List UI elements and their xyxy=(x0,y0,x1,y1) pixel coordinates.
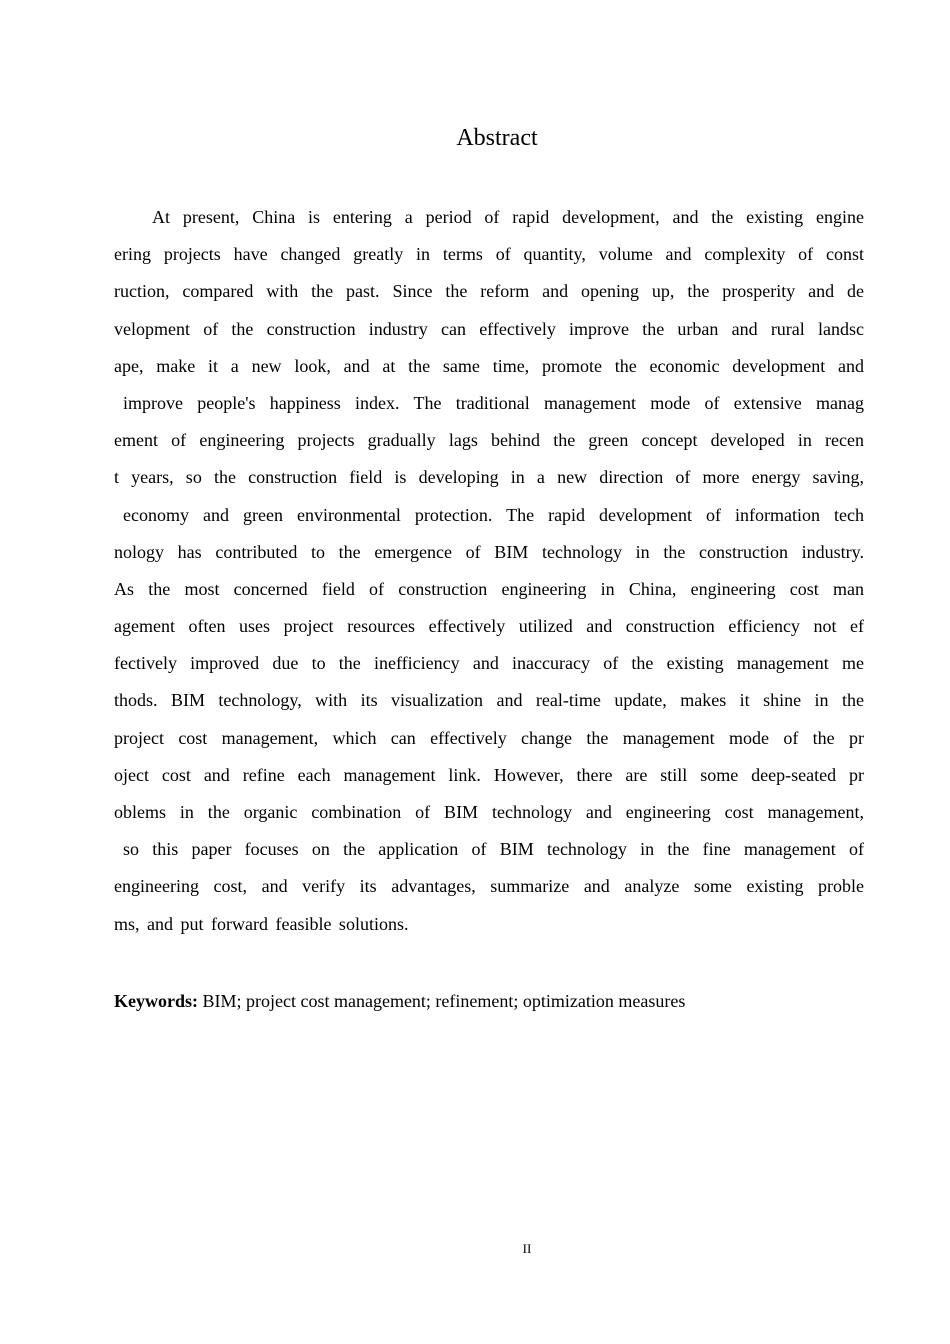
abstract-body xyxy=(114,199,864,943)
abstract-line: ruction, compared with the past. Since the reform and opening up, the prosperity and de xyxy=(114,281,864,302)
keywords-line xyxy=(114,988,685,1014)
page-number: II xyxy=(522,1241,532,1256)
abstract-line: thods. BIM technology, with its visualization and real-time update, makes it shine in the xyxy=(114,690,864,711)
abstract-line: agement often uses project resources effectively utilized and construction efficiency not ef xyxy=(114,616,864,637)
abstract-line: At present, China is entering a period of rapid development, and the existing engine xyxy=(152,207,864,227)
keywords-label: Keywords: xyxy=(114,991,198,1011)
abstract-line: so this paper focuses on the application of BIM technology in the fine management of xyxy=(123,839,864,860)
abstract-line: ms, and put forward feasible solutions. xyxy=(114,913,409,934)
abstract-line: ement of engineering projects gradually lags behind the green concept developed in recen xyxy=(114,430,864,451)
abstract-line: oject cost and refine each management link. However, there are still some deep-seated pr xyxy=(114,764,864,785)
abstract-line: velopment of the construction industry can effectively improve the urban and rural landsc xyxy=(114,318,864,339)
abstract-line: economy and green environmental protection. The rapid development of information tech xyxy=(123,504,864,525)
abstract-line: project cost management, which can effectively change the management mode of the pr xyxy=(114,727,864,748)
abstract-line: ape, make it a new look, and at the same time, promote the economic development and xyxy=(114,355,864,376)
abstract-line: oblems in the organic combination of BIM technology and engineering cost management, xyxy=(114,802,864,822)
abstract-line: engineering cost, and verify its advantages, summarize and analyze some existing proble xyxy=(114,876,864,897)
abstract-line: fectively improved due to the inefficiency and inaccuracy of the existing management me xyxy=(114,653,864,674)
page-title: Abstract xyxy=(456,125,538,151)
abstract-line: As the most concerned field of construction engineering in China, engineering cost man xyxy=(114,578,864,599)
abstract-line: ering projects have changed greatly in terms of quantity, volume and complexity of const xyxy=(114,244,864,265)
keywords-value: BIM; project cost management; refinement; optimization measures xyxy=(202,991,686,1011)
abstract-line: nology has contributed to the emergence of BIM technology in the construction industry. xyxy=(114,541,864,562)
abstract-line: improve people's happiness index. The traditional management mode of extensive manag xyxy=(123,392,864,413)
abstract-line: t years, so the construction field is developing in a new direction of more energy saving, xyxy=(114,467,864,488)
